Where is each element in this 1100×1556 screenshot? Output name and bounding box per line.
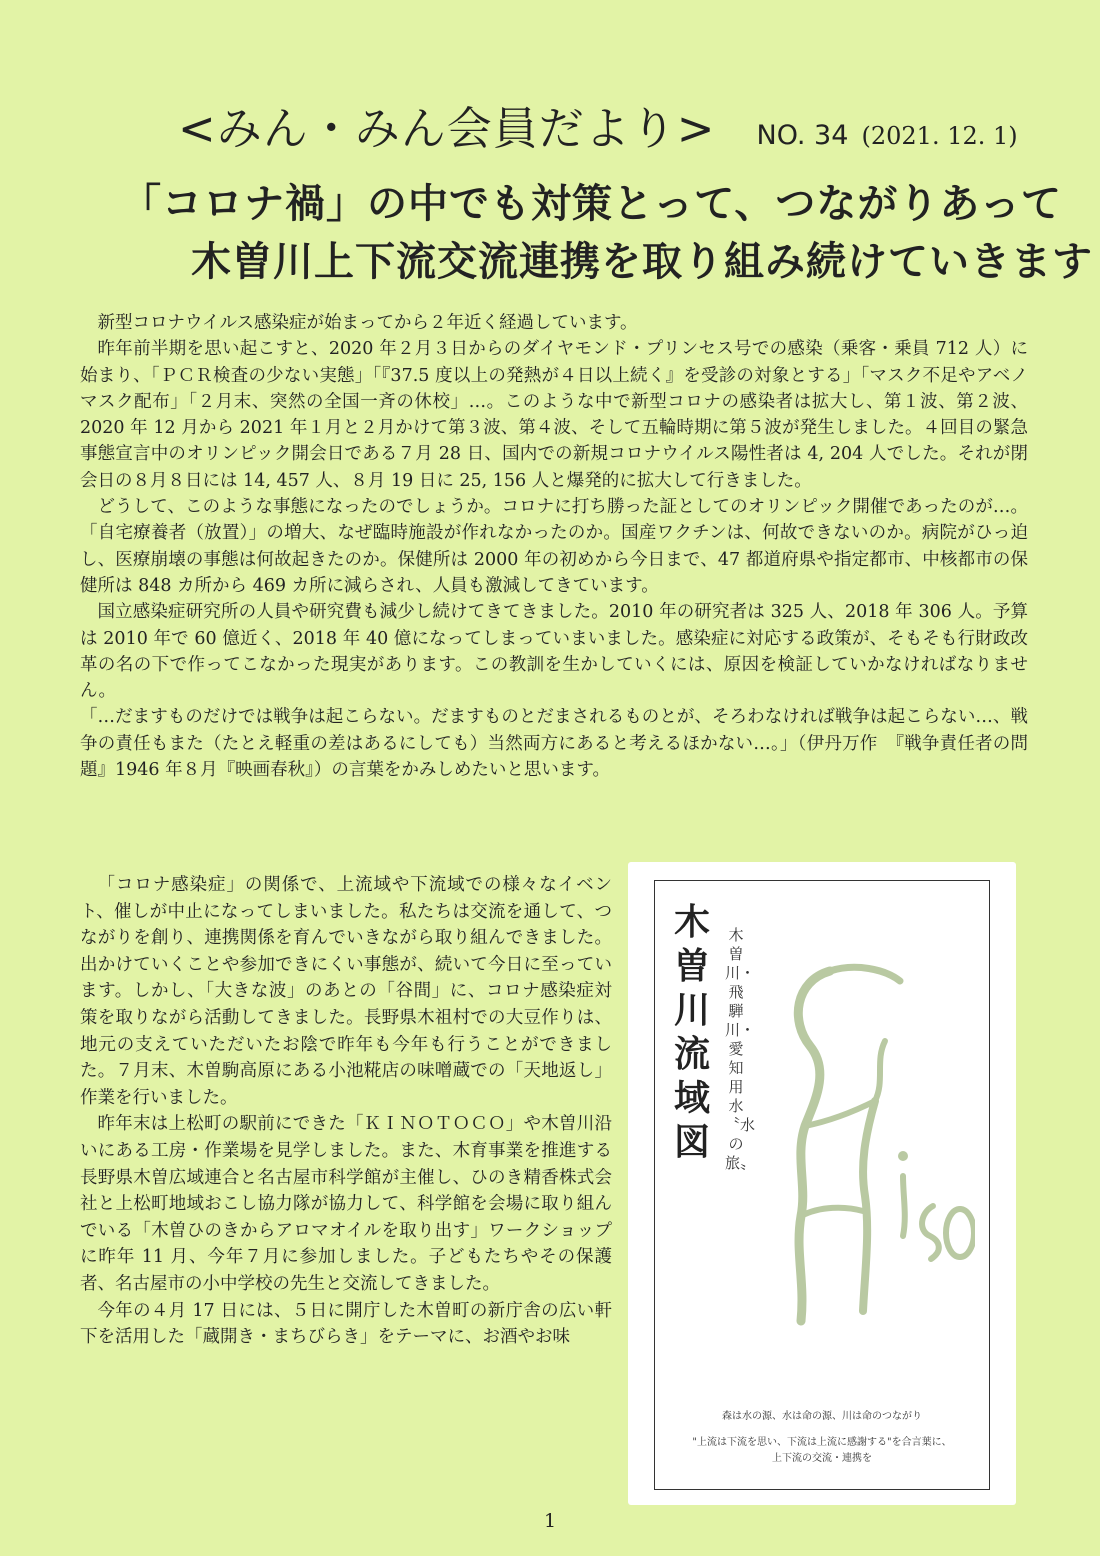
map-subtitle: 木曽川・飛騨川・愛知用水〝水の旅〟 bbox=[725, 926, 756, 1172]
lead-paragraph: 昨年前半期を思い起こすと、2020 年２月３日からのダイヤモンド・プリンセス号での感染（乗客・乗員 712 人）に始まり、「ＰＣＲ検査の少ない実態」「『37.5 度以上の発熱が４日以上続く』を受診の対象とする」「マスク不足やアベノマスク配布」「２月末、突然の全国一斉の休校」…。このような中で新型コロナの感染者は拡大し、第１波、第２波、2020 年 12 月から 2021 年１月と２月かけて第３波、第４波、そして五輪時期に第５波が発生しました。４回目の緊急事態宣言中のオリンピック開会日である７月 28 日、国内での新規コロナウイルス陽性者は 4, 204 人でした。それが閉会日の８月８日には 14, 457 人、８月 19 日に 25, 156 人と爆発的に拡大して行きました。 bbox=[80, 339, 1028, 491]
lead-paragraph: 新型コロナウイルス感染症が始まってから２年近く経過しています。 bbox=[97, 313, 638, 333]
river-map-figure bbox=[628, 862, 1016, 1505]
activity-article bbox=[80, 872, 612, 1351]
masthead bbox=[178, 92, 1018, 155]
newsletter-title: <みん・みん会員だより> bbox=[178, 102, 716, 155]
kiso-river-illustration bbox=[735, 951, 975, 1391]
issue-number: NO. 34 bbox=[756, 120, 849, 151]
map-title: 木曽川流域図 bbox=[673, 902, 710, 1163]
lead-paragraph: どうして、このような事態になったのでしょうか。コロナに打ち勝った証としてのオリンピック開催であったのが…。「自宅療養者（放置）」の増大、なぜ臨時施設が作れなかったのか。国産ワクチンは、何故できないのか。病院がひっ迫し、医療崩壊の事態は何故起きたのか。保健所は 2000 年の初めから今日まで、47 都道府県や指定都市、中核都市の保健所は 848 カ所から 469 カ所に減らされ、人員も激減してきています。 bbox=[80, 497, 1028, 596]
activity-paragraph: 「コロナ感染症」の関係で、上流域や下流域での様々なイベント、催しが中止になってしまいました。私たちは交流を通して、つながりを創り、連携関係を育んでいきながら取り組んできました。出かけていくことや参加できにくい事態が、続いて今日に至っています。しかし、「大きな波」のあとの「谷間」に、コロナ感染症対策を取りながら活動してきました。長野県木祖村での大豆作りは、地元の支えていただいたお陰で昨年も今年も行うことができました。７月末、木曽駒高原にある小池糀店の味噌蔵での「天地返し」作業を行いました。 bbox=[80, 875, 612, 1108]
lead-paragraph: 国立感染症研究所の人員や研究費も減少し続けてきてきました。2010 年の研究者は 325 人、2018 年 306 人。予算は 2010 年で 60 億近く、2018 年 40 億になってしまっていまいました。感染症に対応する政策が、そもそも行財政改革の名の下で作ってこなかった現実があります。この教訓を生かしていくには、原因を検証していかなければなりません。 bbox=[80, 602, 1028, 702]
activity-paragraph: 昨年末は上松町の駅前にできた「ＫＩＮＯＴＯＣＯ」や木曽川沿いにある工房・作業場を見学しました。また、木育事業を推進する長野県木曽広域連合と名古屋市科学館が主催し、ひのき精香株式会社と上松町地域おこし協力隊が協力して、科学館を会場に取り組んでいる「木曽ひのきからアロマオイルを取り出す」ワークショップに昨年 11 月、今年７月に参加しました。子どもたちやその保護者、名古屋市の小中学校の先生と交流してきました。 bbox=[80, 1114, 612, 1294]
headline-line-2: 木曽川上下流交流連携を取り組み続けていきます bbox=[191, 239, 1093, 285]
headline-line-1: 「コロナ禍」の中でも対策とって、つながりあって bbox=[121, 181, 1062, 227]
issue-date: (2021. 12. 1) bbox=[861, 122, 1018, 150]
river-map-frame bbox=[654, 880, 990, 1490]
lead-quote: 「…だますものだけでは戦争は起こらない。だますものとだまされるものとが、そろわなければ戦争は起こらない…、戦争の責任もまた（たとえ軽重の差はあるにしても）当然両方にあると考えるほかない…。」（伊丹万作 『戦争責任者の問題』1946 年８月『映画春秋』）の言葉をかみしめたいと思います。 bbox=[80, 707, 1028, 781]
lead-article bbox=[80, 310, 1028, 783]
map-caption-2: "上流は下流を思い、下流は上流に感謝する"を合言葉に、 bbox=[692, 1437, 952, 1448]
map-caption-1: 森は水の源、水は命の源、川は命のつながり bbox=[722, 1411, 922, 1422]
page-number: 1 bbox=[543, 1510, 557, 1532]
map-caption-3: 上下流の交流・連携を bbox=[772, 1453, 872, 1464]
activity-paragraph: 今年の４月 17 日には、５日に開庁した木曽町の新庁舎の広い軒下を活用した「蔵開き・まちびらき」をテーマに、お酒やお味 bbox=[80, 1300, 612, 1348]
